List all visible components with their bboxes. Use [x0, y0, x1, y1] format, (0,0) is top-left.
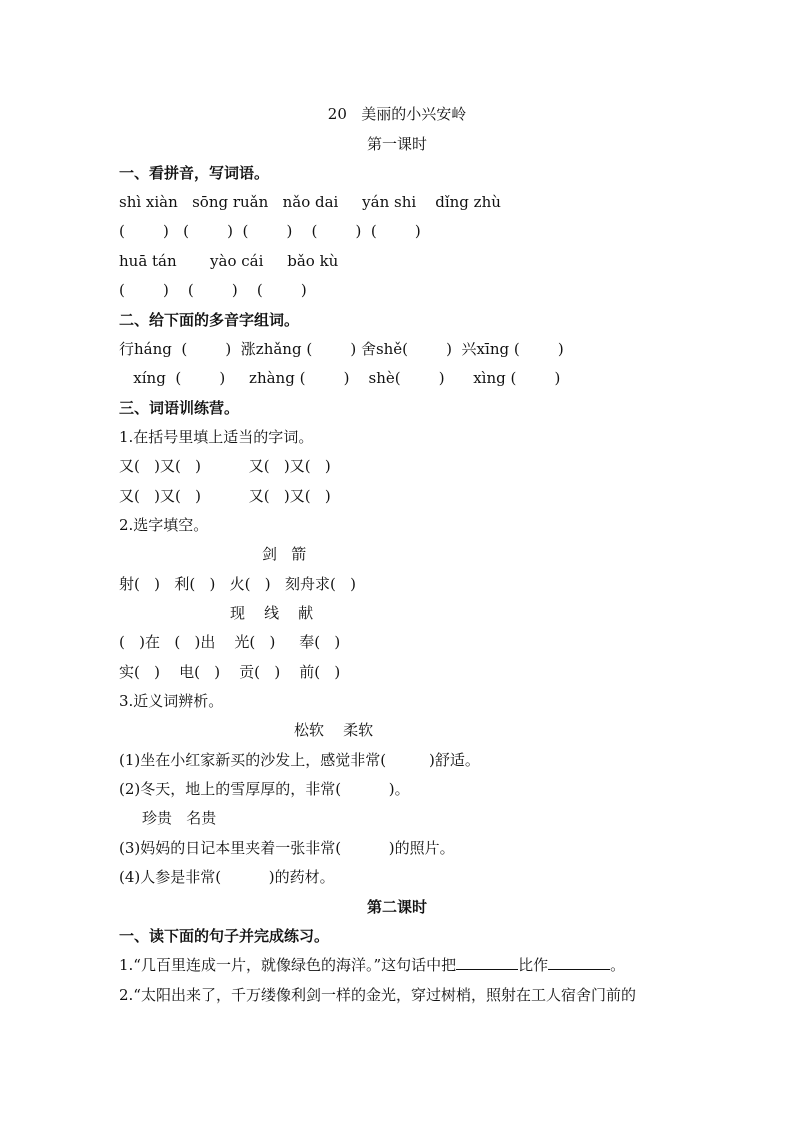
section-2-heading: 二、给下面的多音字组词。	[119, 311, 300, 329]
blank-row-1: ( ) ( ) ( ) ( ) ( )	[119, 222, 421, 240]
answer-blank-2[interactable]	[548, 955, 610, 970]
fill-row-c: 实( ) 电( ) 贡( ) 前( )	[119, 663, 341, 681]
question-2: 2.选字填空。	[119, 516, 209, 534]
question-1-text-a: 1.“几百里连成一片，就像绿色的海洋。”这句话中把	[119, 956, 457, 974]
pinyin-row-1: shì xiàn sōng ruǎn nǎo dai yán shi dǐng zhù	[119, 193, 501, 211]
section-1-heading: 一、看拼音，写词语。	[119, 164, 270, 182]
blank-row-2: ( ) ( ) ( )	[119, 281, 307, 299]
part2-question-2: 2.“太阳出来了，千万缕像利剑一样的金光，穿过树梢，照射在工人宿舍门前的	[119, 986, 636, 1004]
question-1-text-b: 比作	[518, 956, 549, 974]
fill-row-b: ( )在 ( )出 光( ) 奉( )	[119, 633, 341, 651]
period-one-title: 第一课时	[366, 135, 427, 153]
part2-question-1	[119, 955, 625, 975]
synonym-pair-2: 珍贵 名贵	[142, 809, 217, 827]
question-3: 3.近义词辨析。	[119, 692, 224, 710]
synonym-pair-1: 松软 柔软	[294, 721, 374, 739]
section-3-heading: 三、词语训练营。	[119, 399, 240, 417]
synonym-sentence-4: (4)人参是非常( )的药材。	[119, 868, 335, 886]
synonym-sentence-1: (1)坐在小红家新买的沙发上，感觉非常( )舒适。	[119, 751, 480, 769]
you-you-row-2: 又( )又( ) 又( )又( )	[119, 487, 331, 505]
char-choice-1: 剑 箭	[262, 545, 307, 563]
period-two-title: 第二课时	[366, 898, 427, 916]
synonym-sentence-3: (3)妈妈的日记本里夹着一张非常( )的照片。	[119, 839, 455, 857]
polyphone-row-2: xíng ( ) zhàng ( ) shè( ) xìng ( )	[119, 369, 561, 387]
synonym-sentence-2: (2)冬天，地上的雪厚厚的，非常( )。	[119, 780, 410, 798]
pinyin-row-2: huā tán yào cái bǎo kù	[119, 252, 339, 270]
lesson-title: 20 美丽的小兴安岭	[327, 105, 467, 123]
char-choice-2: 现 线 献	[230, 604, 314, 622]
you-you-row-1: 又( )又( ) 又( )又( )	[119, 457, 331, 475]
answer-blank-1[interactable]	[456, 955, 518, 970]
question-1: 1.在括号里填上适当的字词。	[119, 428, 314, 446]
polyphone-row-1: 行háng ( ) 涨zhǎng ( ) 舍shě( ) 兴xīng ( )	[119, 340, 564, 358]
question-1-text-c: 。	[610, 956, 626, 974]
part2-section-1-heading: 一、读下面的句子并完成练习。	[119, 927, 330, 945]
fill-row-a: 射( ) 利( ) 火( ) 刻舟求( )	[119, 575, 356, 593]
